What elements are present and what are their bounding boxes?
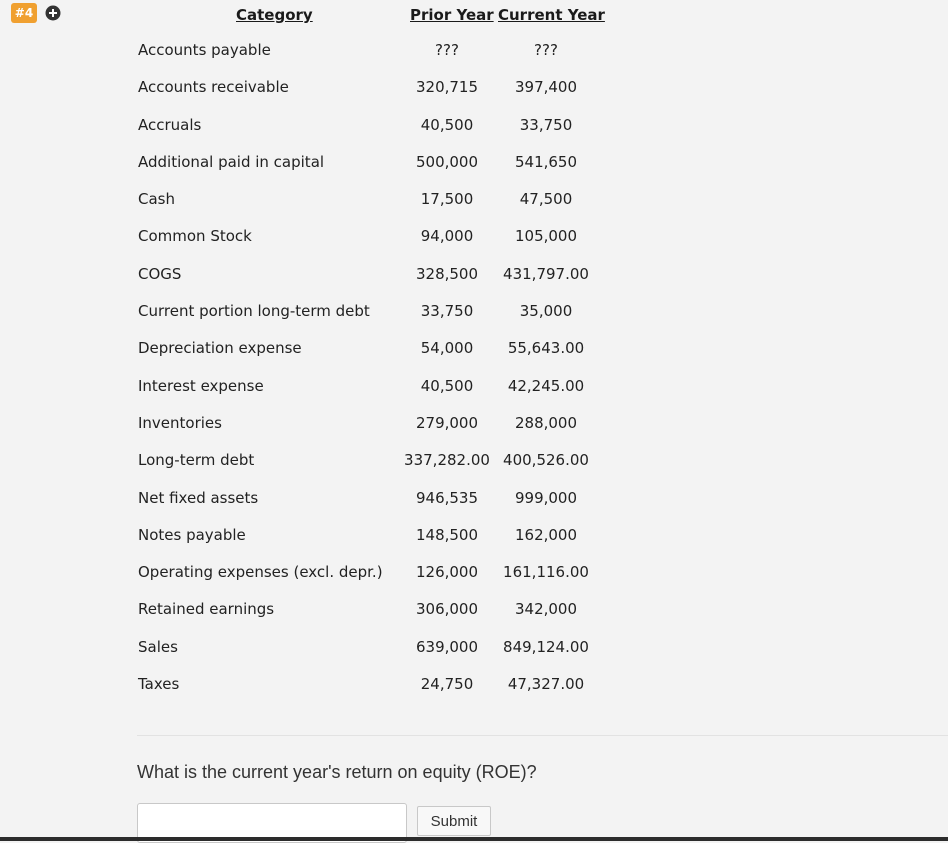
table-row — [0, 630, 948, 667]
table-row — [0, 518, 948, 555]
row-current-value: 33,750 — [519, 115, 573, 134]
row-prior-value: 946,535 — [415, 488, 479, 507]
row-category: Sales — [138, 637, 178, 656]
row-prior-value: 40,500 — [420, 115, 474, 134]
section-divider — [137, 735, 948, 736]
row-category: Retained earnings — [138, 600, 275, 619]
row-current-value: 47,500 — [519, 190, 573, 209]
question-text: What is the current year's return on equity (ROE)? — [137, 762, 537, 782]
row-prior-value: 500,000 — [415, 152, 479, 171]
table-row — [0, 182, 948, 219]
bottom-bar — [0, 837, 948, 841]
table-row — [0, 108, 948, 145]
table-row — [0, 145, 948, 182]
table-row — [0, 555, 948, 592]
row-prior-value: 279,000 — [415, 413, 479, 432]
row-category: Depreciation expense — [138, 339, 302, 358]
row-current-value: 42,245.00 — [507, 376, 585, 395]
row-current-value: 161,116.00 — [503, 563, 589, 582]
table-row — [0, 70, 948, 107]
row-category: Taxes — [138, 675, 180, 694]
row-current-value: 400,526.00 — [503, 451, 589, 470]
row-prior-value: 126,000 — [415, 563, 479, 582]
row-prior-value: 320,715 — [415, 78, 479, 97]
row-current-value: 288,000 — [514, 413, 578, 432]
row-category: Common Stock — [138, 227, 252, 246]
row-category: Interest expense — [138, 376, 264, 395]
row-prior-value: 33,750 — [420, 302, 474, 321]
submit-button[interactable]: Submit — [417, 806, 491, 836]
header-category[interactable]: Category — [236, 6, 313, 24]
row-prior-value: 94,000 — [420, 227, 474, 246]
row-current-value: 999,000 — [514, 488, 578, 507]
financial-table-rows — [0, 33, 948, 704]
row-prior-value: 337,282.00 — [404, 451, 490, 470]
row-prior-value: 17,500 — [420, 190, 474, 209]
question-number-badge: #4 — [11, 3, 37, 23]
row-category: Net fixed assets — [138, 488, 259, 507]
table-row — [0, 667, 948, 704]
row-current-value: ??? — [534, 41, 558, 59]
row-current-value: 35,000 — [519, 302, 573, 321]
row-current-value: 105,000 — [514, 227, 578, 246]
row-current-value: 397,400 — [514, 78, 578, 97]
table-row — [0, 369, 948, 406]
table-row — [0, 481, 948, 518]
row-category: Additional paid in capital — [138, 152, 325, 171]
row-prior-value: 148,500 — [415, 525, 479, 544]
row-category: Accounts payable — [138, 41, 271, 59]
row-category: Inventories — [138, 413, 222, 432]
row-category: Accounts receivable — [138, 78, 289, 97]
row-prior-value: 306,000 — [415, 600, 479, 619]
table-row — [0, 331, 948, 368]
row-prior-value: 40,500 — [420, 376, 474, 395]
row-prior-value: ??? — [435, 41, 459, 59]
table-row — [0, 257, 948, 294]
row-current-value: 342,000 — [514, 600, 578, 619]
row-prior-value: 639,000 — [415, 637, 479, 656]
row-category: Operating expenses (excl. depr.) — [138, 563, 383, 582]
row-current-value: 55,643.00 — [507, 339, 585, 358]
row-current-value: 162,000 — [514, 525, 578, 544]
row-category: Notes payable — [138, 525, 246, 544]
row-category: Long-term debt — [138, 451, 255, 470]
header-current-year[interactable]: Current Year — [498, 6, 605, 24]
table-row — [0, 294, 948, 331]
row-category: COGS — [138, 264, 182, 283]
row-prior-value: 24,750 — [420, 675, 474, 694]
row-category: Current portion long-term debt — [138, 302, 370, 321]
table-row — [0, 592, 948, 629]
table-row — [0, 406, 948, 443]
plus-circle-icon[interactable] — [45, 5, 61, 21]
row-category: Cash — [138, 190, 175, 209]
row-current-value: 849,124.00 — [503, 637, 589, 656]
row-prior-value: 54,000 — [420, 339, 474, 358]
header-prior-year[interactable]: Prior Year — [410, 6, 494, 24]
table-row — [0, 219, 948, 256]
row-current-value: 431,797.00 — [503, 264, 589, 283]
table-row — [0, 443, 948, 480]
row-category: Accruals — [138, 115, 202, 134]
row-current-value: 47,327.00 — [507, 675, 585, 694]
row-current-value: 541,650 — [514, 152, 578, 171]
table-row — [0, 33, 948, 70]
row-prior-value: 328,500 — [415, 264, 479, 283]
